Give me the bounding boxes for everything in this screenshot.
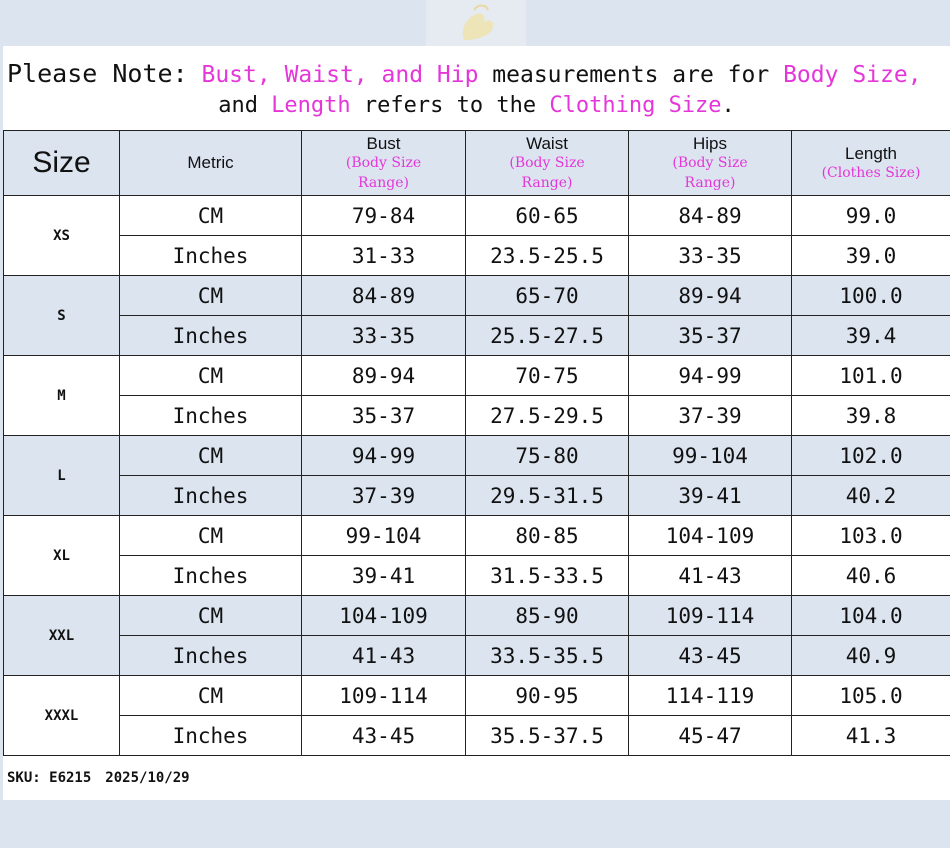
length-cell: 103.0: [792, 516, 950, 556]
note-text: refers to the: [350, 93, 550, 118]
table-row: [4, 636, 950, 676]
length-cell: 40.9: [792, 636, 950, 676]
header-size: Size: [4, 131, 120, 196]
metric-cell: Inches: [120, 396, 302, 436]
table-row: [4, 276, 950, 316]
length-cell: 39.0: [792, 236, 950, 276]
note-highlight-clothing-size: Clothing Size: [549, 93, 722, 118]
table-row: [4, 356, 950, 396]
size-label: XS: [4, 196, 120, 276]
hips-cell: 33-35: [629, 236, 792, 276]
bust-cell: 41-43: [302, 636, 466, 676]
waist-cell: 85-90: [466, 596, 629, 636]
note-text: measurements are for: [478, 62, 784, 88]
table-row: [4, 196, 950, 236]
bust-cell: 84-89: [302, 276, 466, 316]
length-cell: 105.0: [792, 676, 950, 716]
size-label: S: [4, 276, 120, 356]
hips-cell: 35-37: [629, 316, 792, 356]
size-table: [3, 130, 950, 756]
length-cell: 39.4: [792, 316, 950, 356]
metric-cell: CM: [120, 436, 302, 476]
bust-cell: 99-104: [302, 516, 466, 556]
length-cell: 39.8: [792, 396, 950, 436]
footer: [7, 770, 190, 786]
bust-cell: 89-94: [302, 356, 466, 396]
metric-cell: Inches: [120, 716, 302, 756]
table-row: [4, 556, 950, 596]
waist-cell: 65-70: [466, 276, 629, 316]
hips-cell: 37-39: [629, 396, 792, 436]
length-cell: 99.0: [792, 196, 950, 236]
table-header-row: [4, 131, 950, 196]
note-line-2: [3, 90, 950, 121]
waist-cell: 60-65: [466, 196, 629, 236]
metric-cell: CM: [120, 356, 302, 396]
length-cell: 40.2: [792, 476, 950, 516]
size-label: XXL: [4, 596, 120, 676]
metric-cell: Inches: [120, 636, 302, 676]
header-waist: [466, 131, 629, 196]
metric-cell: CM: [120, 516, 302, 556]
waist-cell: 33.5-35.5: [466, 636, 629, 676]
hips-cell: 84-89: [629, 196, 792, 236]
sku-label: SKU: E6215: [7, 770, 92, 786]
waist-cell: 75-80: [466, 436, 629, 476]
length-cell: 102.0: [792, 436, 950, 476]
waist-cell: 31.5-33.5: [466, 556, 629, 596]
waist-cell: 29.5-31.5: [466, 476, 629, 516]
header-hips-label: Hips: [692, 133, 727, 153]
size-label: M: [4, 356, 120, 436]
table-row: [4, 516, 950, 556]
bust-cell: 109-114: [302, 676, 466, 716]
table-row: [4, 396, 950, 436]
header-length-label: Length: [845, 143, 897, 163]
header-bust-label: Bust: [366, 133, 401, 153]
note-lead: Please Note:: [7, 59, 188, 88]
length-cell: 41.3: [792, 716, 950, 756]
note-highlight-body-size: Body Size,: [783, 62, 922, 88]
header-hips-sub: Range): [684, 174, 736, 191]
metric-cell: CM: [120, 196, 302, 236]
metric-cell: CM: [120, 276, 302, 316]
note-text: .: [721, 93, 735, 118]
waist-cell: 80-85: [466, 516, 629, 556]
table-row: [4, 716, 950, 756]
table-row: [4, 236, 950, 276]
metric-cell: Inches: [120, 236, 302, 276]
table-row: [4, 476, 950, 516]
table-row: [4, 596, 950, 636]
hips-cell: 89-94: [629, 276, 792, 316]
header-waist-sub: (Body Size: [509, 154, 585, 171]
header-metric: Metric: [120, 131, 302, 196]
header-hips: [629, 131, 792, 196]
bust-cell: 39-41: [302, 556, 466, 596]
length-cell: 100.0: [792, 276, 950, 316]
bust-cell: 37-39: [302, 476, 466, 516]
hips-cell: 41-43: [629, 556, 792, 596]
metric-cell: CM: [120, 596, 302, 636]
hips-cell: 109-114: [629, 596, 792, 636]
note-highlight-length: Length: [271, 93, 351, 118]
note-highlight-measurements: Bust, Waist, and Hip: [201, 62, 479, 88]
hips-cell: 43-45: [629, 636, 792, 676]
waist-cell: 35.5-37.5: [466, 716, 629, 756]
size-label: XXXL: [4, 676, 120, 756]
header-waist-sub: Range): [521, 174, 573, 191]
hips-cell: 104-109: [629, 516, 792, 556]
table-row: [4, 436, 950, 476]
note-text: and: [218, 93, 272, 118]
hips-cell: 94-99: [629, 356, 792, 396]
brand-logo: [426, 0, 526, 46]
header-length-sub: (Clothes Size): [821, 164, 921, 181]
length-cell: 104.0: [792, 596, 950, 636]
header-waist-label: Waist: [526, 133, 568, 153]
length-cell: 101.0: [792, 356, 950, 396]
hips-cell: 99-104: [629, 436, 792, 476]
size-label: XL: [4, 516, 120, 596]
hips-cell: 39-41: [629, 476, 792, 516]
metric-cell: Inches: [120, 476, 302, 516]
hips-cell: 114-119: [629, 676, 792, 716]
header-bust: [302, 131, 466, 196]
bust-cell: 43-45: [302, 716, 466, 756]
bust-cell: 31-33: [302, 236, 466, 276]
size-chart-sheet: [3, 46, 950, 800]
table-row: [4, 316, 950, 356]
metric-cell: Inches: [120, 556, 302, 596]
metric-cell: CM: [120, 676, 302, 716]
waist-cell: 27.5-29.5: [466, 396, 629, 436]
header-hips-sub: (Body Size: [672, 154, 748, 171]
bust-cell: 35-37: [302, 396, 466, 436]
waist-cell: 70-75: [466, 356, 629, 396]
bust-cell: 33-35: [302, 316, 466, 356]
waist-cell: 25.5-27.5: [466, 316, 629, 356]
note-line-1: [7, 58, 922, 91]
header-bust-sub: Range): [358, 174, 409, 191]
length-cell: 40.6: [792, 556, 950, 596]
bust-cell: 94-99: [302, 436, 466, 476]
date-label: 2025/10/29: [105, 770, 190, 786]
size-label: L: [4, 436, 120, 516]
table-row: [4, 676, 950, 716]
bust-cell: 79-84: [302, 196, 466, 236]
bust-cell: 104-109: [302, 596, 466, 636]
header-length: [792, 131, 950, 196]
metric-cell: Inches: [120, 316, 302, 356]
hips-cell: 45-47: [629, 716, 792, 756]
waist-cell: 23.5-25.5: [466, 236, 629, 276]
note: [3, 58, 950, 130]
waist-cell: 90-95: [466, 676, 629, 716]
brand-logo-icon: [426, 0, 526, 46]
header-bust-sub: (Body Size: [345, 154, 422, 171]
